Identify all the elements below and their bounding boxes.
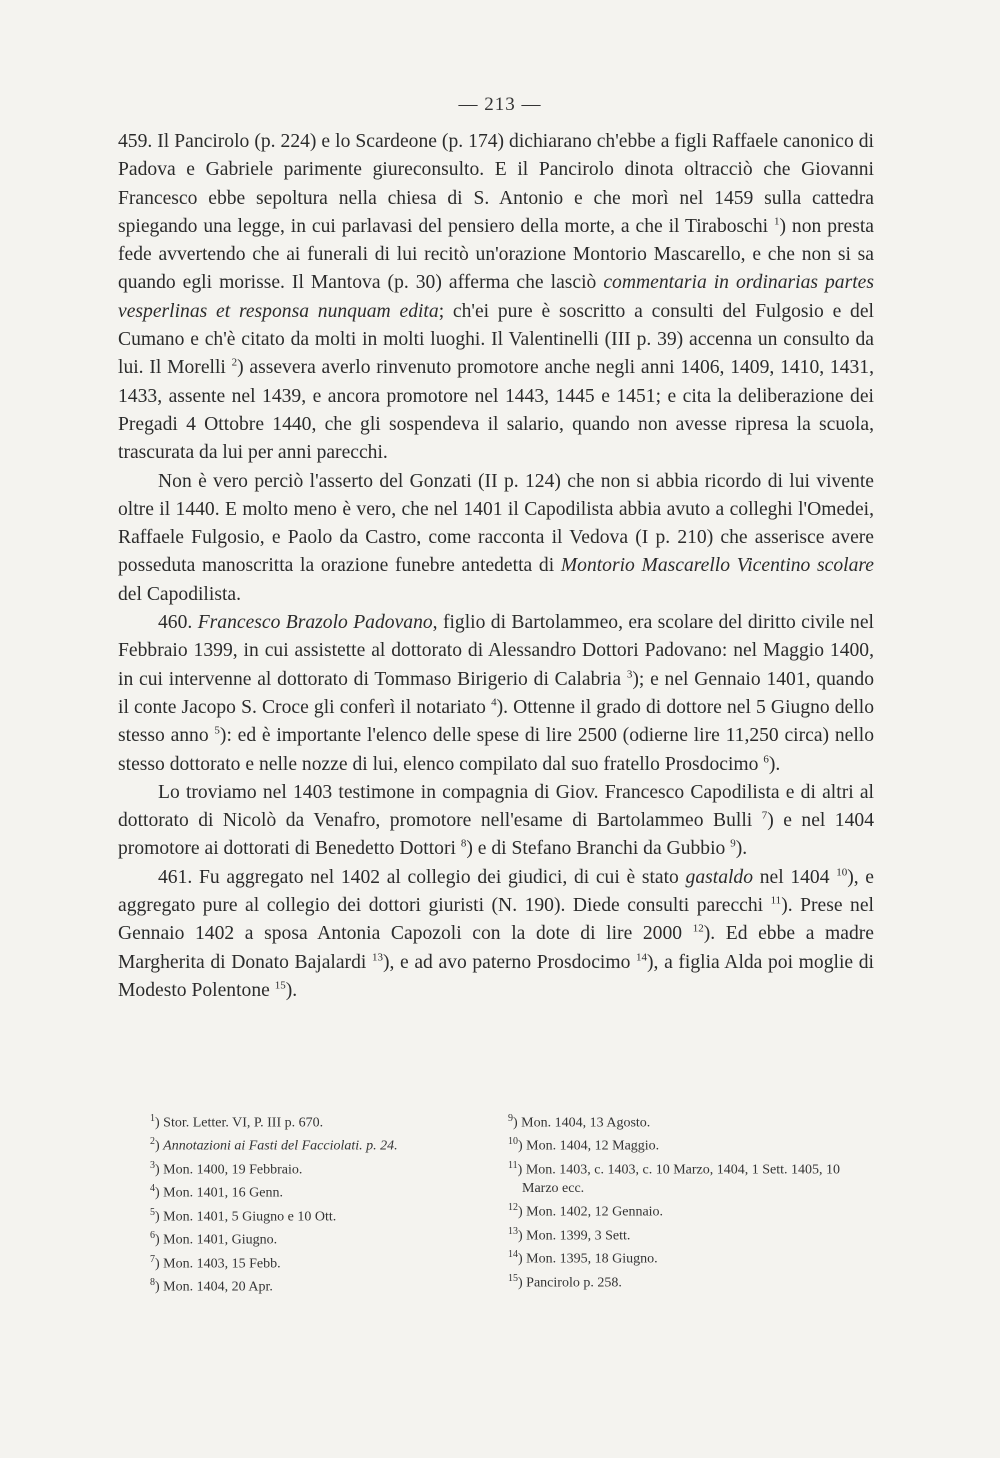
paragraph xyxy=(118,864,874,1005)
footnote-paren: ) xyxy=(513,1115,522,1131)
text-run: ). xyxy=(735,838,748,860)
footnote-paren: ) xyxy=(155,1232,164,1248)
text-run: ), e ad avo paterno Prosdocimo xyxy=(382,951,637,973)
footnote xyxy=(150,1180,490,1203)
footnote-marker: 15 xyxy=(274,979,286,992)
footnote-paren: ) xyxy=(518,1204,527,1220)
footnote-number: 5 xyxy=(150,1206,155,1218)
footnote-paren: ) xyxy=(155,1279,164,1295)
footnote-number: 15 xyxy=(508,1272,518,1284)
footnote xyxy=(150,1157,490,1180)
footnote-text: Mon. 1399, 3 Sett. xyxy=(526,1228,631,1244)
footnote-text: Mon. 1401, 5 Giugno e 10 Ott. xyxy=(163,1209,337,1225)
footnote-text: Mon. 1403, 15 Febb. xyxy=(163,1256,281,1272)
footnote-paren: ) xyxy=(155,1186,164,1202)
footnote xyxy=(150,1204,490,1227)
footnotes-left xyxy=(150,1110,490,1298)
text-run: Lo troviamo nel 1403 testimone in compagnia di Giov. Francesco Capodilista e di altri al dottorato di Nicolò da Venafro, promotore nell'esame di Bartolammeo Bulli xyxy=(118,781,874,832)
footnote-number: 8 xyxy=(150,1277,155,1289)
footnote-text: Mon. 1400, 19 Febbraio. xyxy=(163,1162,303,1178)
footnote-text: Mon. 1401, Giugno. xyxy=(163,1232,278,1248)
footnote-text: Mon. 1404, 12 Maggio. xyxy=(526,1139,660,1155)
footnote-number: 13 xyxy=(508,1225,518,1237)
footnote-text: Mon. 1395, 18 Giugno. xyxy=(526,1251,658,1267)
text-run: 459. Il Pancirolo (p. 224) e lo Scardeone (p. 174) dichiarano ch'ebbe a figli Raffaele canonico di Padova e Gabriele parimente giureconsulto. E il Pancirolo dinota oltracciò che Giovanni Francesco ebbe sepoltura nella chiesa di S. Antonio e che morì nel 1459 sulla cattedra spiegando una legge, in cui parlavasi del pensiero della morte, a che il Tiraboschi xyxy=(118,131,874,237)
footnote xyxy=(150,1227,490,1250)
text-run: ) assevera averlo rinvenuto promotore anche negli anni 1406, 1409, 1410, 1431, 1433, assente nel 1439, e ancora promotore nel 1443, 1445 e 1451; e cita la deliberazione dei Pregadi 4 Ottobre 1440, che gli sospendeva il salario, quando non avesse ripresa la scuola, trascurata da lui per anni parecchi. xyxy=(118,357,875,464)
footnote-text: Pancirolo p. 258. xyxy=(526,1275,622,1291)
main-text xyxy=(118,128,874,1005)
text-run: ), e aggregato pure al collegio dei dottori giuristi (N. 190). Diede consulti parecchi xyxy=(118,866,874,917)
paragraph xyxy=(118,779,874,864)
footnote-number: 7 xyxy=(150,1253,155,1265)
footnote-text: Mon. 1404, 13 Agosto. xyxy=(521,1115,651,1131)
text-run: ): ed è importante l'elenco delle spese di lire 2500 (odierne lire 11,250 circa) nello stesso dottorato e nelle nozze di lui, elenco compilato dal suo fratello Prosdocimo xyxy=(118,725,875,775)
footnote xyxy=(508,1110,878,1133)
footnote-marker: 2 xyxy=(231,356,238,369)
footnote-number: 2 xyxy=(150,1136,155,1148)
footnote-marker: 9 xyxy=(730,837,736,850)
paragraph xyxy=(118,609,874,779)
footnote-text: Mon. 1402, 12 Gennaio. xyxy=(526,1204,664,1220)
text-run: ) e di Stefano Branchi da Gubbio xyxy=(466,838,731,860)
footnote-marker: 1 xyxy=(774,215,780,228)
footnote-marker: 13 xyxy=(371,951,383,964)
text-run: ). Prese nel Gennaio 1402 a sposa Antonia Capozoli con la dote di lire 2000 xyxy=(118,895,874,945)
footnotes-right xyxy=(508,1110,878,1293)
footnote xyxy=(508,1157,878,1199)
footnote-number: 10 xyxy=(508,1136,518,1148)
italic-text: Francesco Brazolo Padovano xyxy=(197,612,433,634)
footnote-number: 3 xyxy=(150,1159,155,1171)
footnote xyxy=(508,1223,878,1246)
footnote-paren: ) xyxy=(517,1162,526,1178)
footnote-paren: ) xyxy=(155,1256,164,1272)
paragraph xyxy=(118,468,874,609)
footnote-number: 1 xyxy=(150,1113,155,1124)
footnote-text: Mon. 1404, 20 Apr. xyxy=(163,1279,273,1295)
footnote xyxy=(508,1270,878,1293)
page-number: — 213 — xyxy=(458,94,542,115)
footnote-paren: ) xyxy=(518,1139,527,1155)
text-run: del Capodilista. xyxy=(118,583,241,605)
footnote-number: 12 xyxy=(508,1202,518,1214)
footnote-number: 11 xyxy=(508,1159,518,1171)
text-run: ). xyxy=(768,753,781,775)
footnote-text: Mon. 1403, c. 1403, c. 10 Marzo, 1404, 1 Sett. 1405, 10 Marzo ecc. xyxy=(522,1162,841,1197)
footnote-text: Stor. Letter. VI, P. III p. 670. xyxy=(163,1115,324,1131)
footnote-marker: 10 xyxy=(836,866,848,879)
footnote-marker: 14 xyxy=(636,951,648,964)
text-run: ); e nel Gennaio 1401, quando il conte Jacopo S. Croce gli conferì il notariato xyxy=(118,668,874,718)
footnote-paren: ) xyxy=(518,1228,527,1244)
footnote-marker: 12 xyxy=(692,922,704,935)
text-run: 461. Fu aggregato nel 1402 al collegio dei giudici, di cui è stato xyxy=(158,866,686,888)
footnote-marker: 5 xyxy=(214,724,220,737)
footnote-paren: ) xyxy=(518,1275,527,1291)
footnote-paren: ) xyxy=(155,1209,164,1225)
text-run: ). Ed ebbe a madre Margherita di Donato Bajalardi xyxy=(118,923,874,973)
italic-text: commentaria in ordinarias partes vesperlinas et responsa nunquam edita xyxy=(118,272,874,322)
text-run: ) e nel 1404 promotore ai dottorati di Benedetto Dottori xyxy=(118,810,874,860)
text-run: Non è vero perciò l'asserto del Gonzati (II p. 124) che non si abbia ricordo di lui vivente oltre il 1440. E molto meno è vero, che nel 1401 il Capodilista abbia avuto a colleghi l'Omedei, Raffaele Fulgosio, e Paolo da Castro, come racconta il Vedova (I p. 210) che asserisce avere posseduta manoscritta la orazione funebre antedetta di xyxy=(118,470,874,577)
footnote-number: 9 xyxy=(508,1113,513,1124)
text-run: ). Ottenne il grado di dottore nel 5 Giugno dello stesso anno xyxy=(118,696,874,747)
footnote xyxy=(150,1110,490,1133)
footnote-marker: 8 xyxy=(460,837,467,850)
italic-text: gastaldo xyxy=(685,866,754,888)
footnote-marker: 11 xyxy=(770,894,782,907)
footnote-marker: 7 xyxy=(761,809,768,822)
paragraph xyxy=(118,128,874,468)
footnote-marker: 3 xyxy=(626,668,633,681)
footnote-paren: ) xyxy=(155,1115,164,1131)
italic-text: Montorio Mascarello Vicentino scolare xyxy=(560,555,874,577)
footnote xyxy=(508,1133,878,1156)
footnote-paren: ) xyxy=(155,1162,164,1178)
footnote-text: Annotazioni ai Fasti del Facciolati. p. 24. xyxy=(163,1139,398,1155)
text-run: ), a figlia Alda poi moglie di Modesto Polentone xyxy=(118,951,874,1001)
text-run: , figlio di Bartolammeo, era scolare del diritto civile nel Febbraio 1399, in cui assistette al dottorato di Alessandro Dottori Padovano: nel Maggio 1400, in cui intervenne al dottorato di Tommaso Birigerio di Calabria xyxy=(118,612,874,690)
footnote-number: 14 xyxy=(508,1249,518,1261)
footnote xyxy=(150,1133,490,1156)
footnote-number: 6 xyxy=(150,1230,155,1242)
text-run: 460. xyxy=(158,612,198,634)
footnote xyxy=(150,1251,490,1274)
footnote xyxy=(508,1246,878,1269)
footnote xyxy=(150,1274,490,1297)
text-run: nel 1404 xyxy=(753,866,837,888)
footnote-marker: 6 xyxy=(763,753,769,765)
text-run: ; ch'ei pure è soscritto a consulti del Fulgosio e del Cumano e ch'è citato da molti in molti luoghi. Il Valentinelli (III p. 39) accenna un consulto da lui. Il Morelli xyxy=(118,300,874,379)
text-run: ). xyxy=(285,979,298,1001)
footnote-number: 4 xyxy=(150,1183,155,1195)
text-run: ) non presta fede avvertendo che ai funerali di lui recitò un'orazione Montorio Mascarello, e che non si sa quando egli morisse. Il Mantova (p. 30) afferma che lasciò xyxy=(118,215,875,294)
footnote xyxy=(508,1199,878,1222)
footnote-paren: ) xyxy=(155,1139,164,1155)
footnote-paren: ) xyxy=(518,1251,527,1267)
footnote-text: Mon. 1401, 16 Genn. xyxy=(163,1186,283,1202)
footnote-marker: 4 xyxy=(491,696,497,709)
